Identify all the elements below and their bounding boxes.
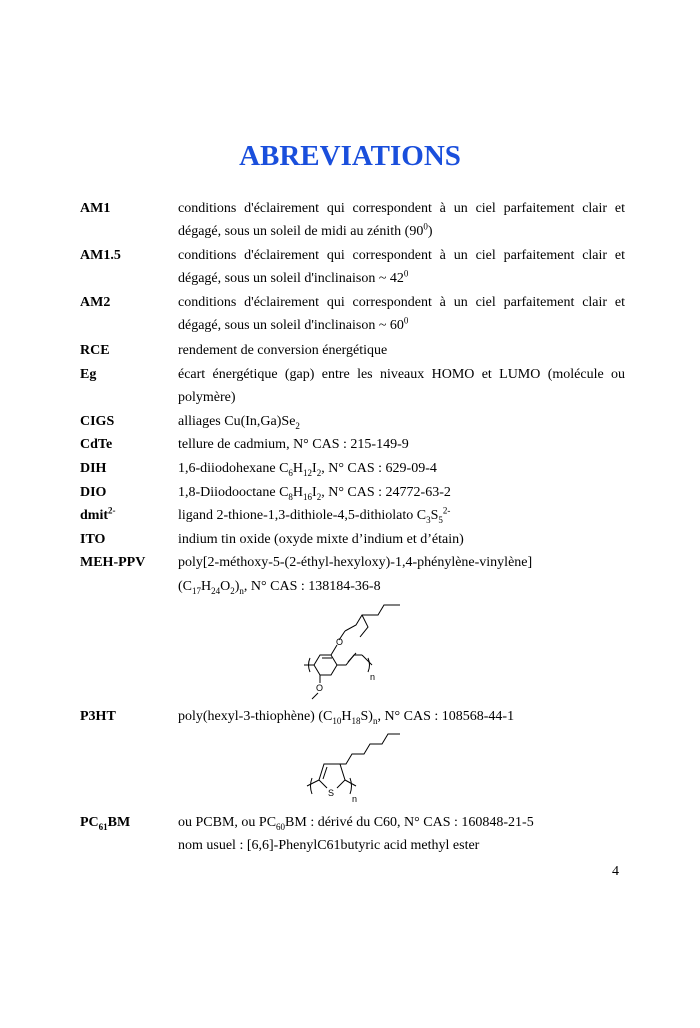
definition-cigs: alliages $Cu(In,Ga)Se_2$ <box>178 414 300 431</box>
definition-am1-line2: dégagé, sous un soleil de midi au zénith $(90^0)$ <box>178 221 433 239</box>
definition-am1-5-line2: dégagé, sous un soleil d'inclinaison ~ $42^0$ <box>178 268 409 286</box>
term-cdte: CdTe <box>80 437 113 452</box>
term-dmit: dmit$^{2-}$ <box>80 505 116 523</box>
term-p3ht: P3HT <box>80 709 116 724</box>
term-meh-ppv: MEH-PPV <box>80 555 146 570</box>
definition-meh-ppv-line2: $(C_{17}H_{24}O_2)_n$, N° CAS : 138184-36-8 <box>178 579 381 596</box>
definition-dio: 1,8-Diiodooctane $C_8H_{16}I_2$, N° CAS : 24772-63-2 <box>178 485 451 502</box>
definition-pc61bm-line2: nom usuel : [6,6]-PhenylC61butyric acid methyl ester <box>178 838 480 853</box>
term-ito: ITO <box>80 532 106 547</box>
definition-am2-line2: dégagé, sous un soleil d'inclinaison ~ $60^0$ <box>178 315 409 333</box>
definition-cdte: tellure de cadmium, N° CAS : 215-149-9 <box>178 437 409 452</box>
definition-am2: conditions d'éclairement qui correspondent à un ciel parfaitement clair et <box>178 295 625 310</box>
definition-meh-ppv: poly[2-méthoxy-5-(2-éthyl-hexyloxy)-1,4-phénylène-vinylène] <box>178 555 533 570</box>
definition-p3ht: poly(hexyl-3-thiophène) $(C_{10}H_{18}S)_n$, N° CAS : 108568-44-1 <box>178 709 515 726</box>
p3ht-structure <box>290 730 420 810</box>
term-am1: AM1 <box>80 201 111 216</box>
svg-text:n: n <box>370 672 376 682</box>
term-dio: DIO <box>80 485 107 500</box>
definition-am1-5: conditions d'éclairement qui correspondent à un ciel parfaitement clair et <box>178 248 625 263</box>
definition-eg-line2: polymère) <box>178 390 236 405</box>
definition-pc61bm: ou PCBM, ou $PC_{60}BM$ : dérivé du C60, N° CAS : 160848-21-5 <box>178 815 534 832</box>
page-title: ABREVIATIONS <box>239 140 461 172</box>
svg-text:n: n <box>352 794 358 804</box>
svg-text:O: O <box>316 683 324 693</box>
definition-dih: 1,6-diiodohexane $C_6H_{12}I_2$, N° CAS : 629-09-4 <box>178 461 437 478</box>
definition-dmit: ligand 2-thione-1,3-dithiole-4,5-dithiolato $C_3S_5^{2-}$ <box>178 505 451 525</box>
svg-text:S: S <box>328 788 335 798</box>
term-eg: Eg <box>80 367 97 382</box>
term-am2: AM2 <box>80 295 111 310</box>
meh-ppv-structure <box>280 600 440 700</box>
definition-ito: indium tin oxide (oxyde mixte d’indium et d’étain) <box>178 532 464 547</box>
term-rce: RCE <box>80 343 110 358</box>
definition-rce: rendement de conversion énergétique <box>178 343 388 358</box>
term-cigs: CIGS <box>80 414 115 429</box>
definition-am1: conditions d'éclairement qui correspondent à un ciel parfaitement clair et <box>178 201 625 216</box>
definition-eg: écart énergétique (gap) entre les niveaux HOMO et LUMO (molécule ou <box>178 367 625 382</box>
term-am1-5: AM1.5 <box>80 248 121 263</box>
term-dih: DIH <box>80 461 107 476</box>
svg-text:O: O <box>336 637 344 647</box>
term-pc61bm: $PC_{61}BM$ <box>80 815 131 832</box>
page-number: 4 <box>612 864 619 879</box>
